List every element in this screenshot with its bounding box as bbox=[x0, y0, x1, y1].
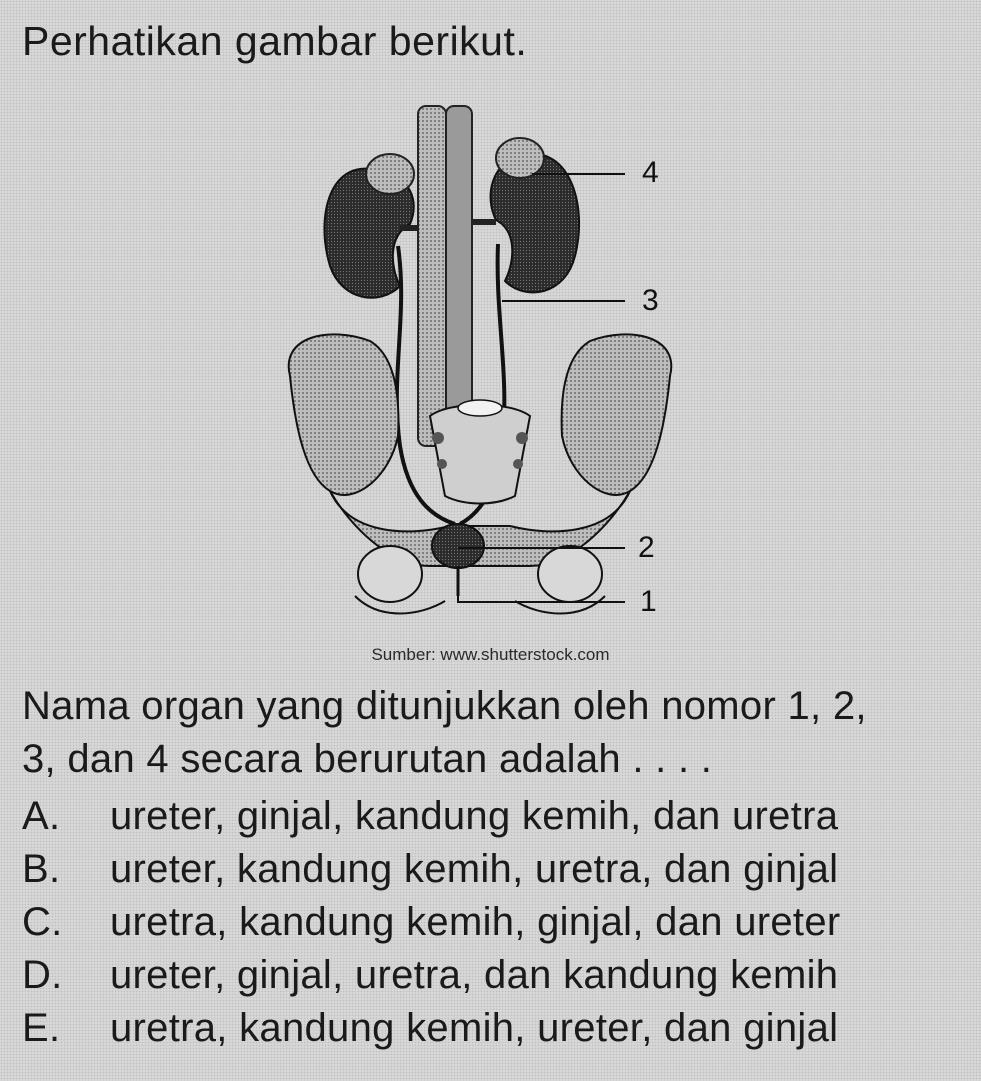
option-e[interactable] bbox=[22, 1002, 841, 1055]
urinary-system-figure bbox=[270, 96, 690, 636]
option-letter: A. bbox=[22, 794, 61, 838]
option-b[interactable] bbox=[22, 843, 841, 896]
sacrum bbox=[430, 400, 530, 504]
question-text bbox=[22, 680, 972, 786]
option-text: ureter, ginjal, uretra, dan kandung kemih bbox=[110, 953, 839, 997]
option-text: ureter, kandung kemih, uretra, dan ginjal bbox=[110, 847, 839, 891]
option-letter: E. bbox=[22, 1006, 61, 1050]
question-line-2: 3, dan 4 secara berurutan adalah . . . . bbox=[22, 737, 713, 781]
label-1: 1 bbox=[640, 585, 657, 618]
option-c[interactable] bbox=[22, 896, 841, 949]
option-letter: D. bbox=[22, 953, 63, 997]
answer-options bbox=[22, 790, 841, 1055]
option-a[interactable] bbox=[22, 790, 841, 843]
option-text: uretra, kandung kemih, ginjal, dan ureter bbox=[110, 900, 841, 944]
right-kidney bbox=[491, 138, 580, 292]
intro-text: Perhatikan gambar berikut. bbox=[22, 18, 528, 64]
bladder bbox=[432, 524, 484, 568]
question-line-1: Nama organ yang ditunjukkan oleh nomor 1, 2, bbox=[22, 684, 867, 728]
label-2: 2 bbox=[638, 531, 655, 564]
aorta-vena-cava bbox=[418, 106, 472, 446]
option-letter: B. bbox=[22, 847, 61, 891]
option-letter: C. bbox=[22, 900, 63, 944]
option-d[interactable] bbox=[22, 949, 841, 1002]
image-source: Sumber: www.shutterstock.com bbox=[371, 645, 610, 664]
label-4: 4 bbox=[642, 156, 659, 189]
label-3: 3 bbox=[642, 284, 659, 317]
option-text: uretra, kandung kemih, ureter, dan ginjal bbox=[110, 1006, 839, 1050]
option-text: ureter, ginjal, kandung kemih, dan uretra bbox=[110, 794, 839, 838]
